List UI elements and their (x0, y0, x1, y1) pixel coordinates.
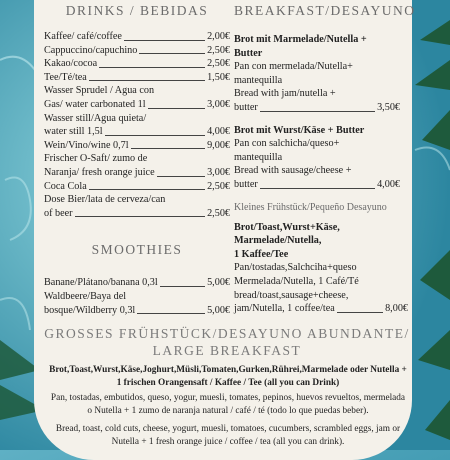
large-breakfast-spanish: Pan, tostadas, embutidos, queso, yogur, muesli, tomates, pepinos, huevos revueltos, mermelada o Nutella + 1 zumo de naranja natural / café / té (todo lo que puedas beber). (50, 393, 406, 416)
smoothies-list (44, 276, 230, 317)
drinks-column (44, 0, 230, 317)
large-breakfast-english: Bread, toast, cold cuts, cheese, yogurt, muesli, tomatoes, cucumbers, scrambled eggs, jam or Nutella + 1 fresh orange juice / coffee / tea (all you can drink). (55, 424, 401, 447)
drink-item-cola: Coca Cola 2,50€ (44, 180, 230, 192)
small-breakfast-heading: Kleines Frühstück/Pequeño Desayuno (234, 201, 387, 213)
breakfast-item-small: Brot/Toast,Wurst+Käse, Marmelade/Nutella, 1 Kaffee/Tee Pan/tostadas,Salchciha+queso Mermelada/Nutella, 1 Café/Té bread/toast,sausage+cheese, jam/Nutella, 1 coffee/tea 8,00€ (234, 221, 408, 315)
drink-item-wine: Wein/Vino/wine 0,7l 9,00€ (44, 139, 230, 151)
drink-item-beer: Dose Bier/lata de cerveza/can of beer 2,50€ (44, 194, 230, 219)
breakfast-item-sausage: Brot mit Wurst/Käse + Butter Pan con salchicha/queso+ mantequilla Bread with sausage/cheese + butter 4,00€ (234, 124, 400, 190)
smoothie-item-banana: Banane/Plátano/banana 0,3l 5,00€ (44, 277, 230, 289)
large-breakfast-heading: GROSSES FRÜHSTÜCK/DESAYUNO ABUNDANTE/ LARGE BREAKFAST (44, 326, 410, 358)
drink-item: Tee/Té/tea 1,50€ (44, 71, 230, 83)
smoothies-heading: SMOOTHIES (91, 242, 183, 258)
drink-item: Cappuccino/capuchino 2,50€ (44, 44, 230, 56)
drink-item: Kakao/cocoa 2,50€ (44, 58, 230, 70)
smoothie-item-berry: Waldbeere/Baya del bosque/Wildberry 0,3l 5,00€ (44, 290, 230, 316)
drink-item-orange-juice: Frischer O-Saft/ zumo de Naranja/ fresh orange juice 3,00€ (44, 153, 230, 178)
drink-item-water-sparkling: Wasser Sprudel / Agua con Gas/ water carbonated 1l 3,00€ (44, 85, 230, 110)
breakfast-item-jam: Brot mit Marmelade/Nutella + Butter Pan con mermelada/Nutella+ mantequilla Bread with jam/nutella + butter 3,50€ (234, 34, 400, 113)
drink-item: Kaffee/ café/coffee 2,00€ (44, 31, 230, 42)
breakfast-heading: BREAKFAST/DESAYUNO (234, 3, 416, 18)
drinks-list (44, 30, 230, 220)
large-breakfast-german: Brot,Toast,Wurst,Käse,Joghurt,Müsli,Tomaten,Gurken,Rührei,Marmelade oder Nutella + 1 frischen Orangensaft / Kaffee / Tee (all you can Drink) (49, 365, 407, 388)
drink-item-water-still: Wasser still/Agua quieta/ water still 1,5l 4,00€ (44, 112, 230, 138)
breakfast-column (234, 0, 416, 316)
drinks-heading: DRINKS / BEBIDAS (65, 3, 209, 18)
